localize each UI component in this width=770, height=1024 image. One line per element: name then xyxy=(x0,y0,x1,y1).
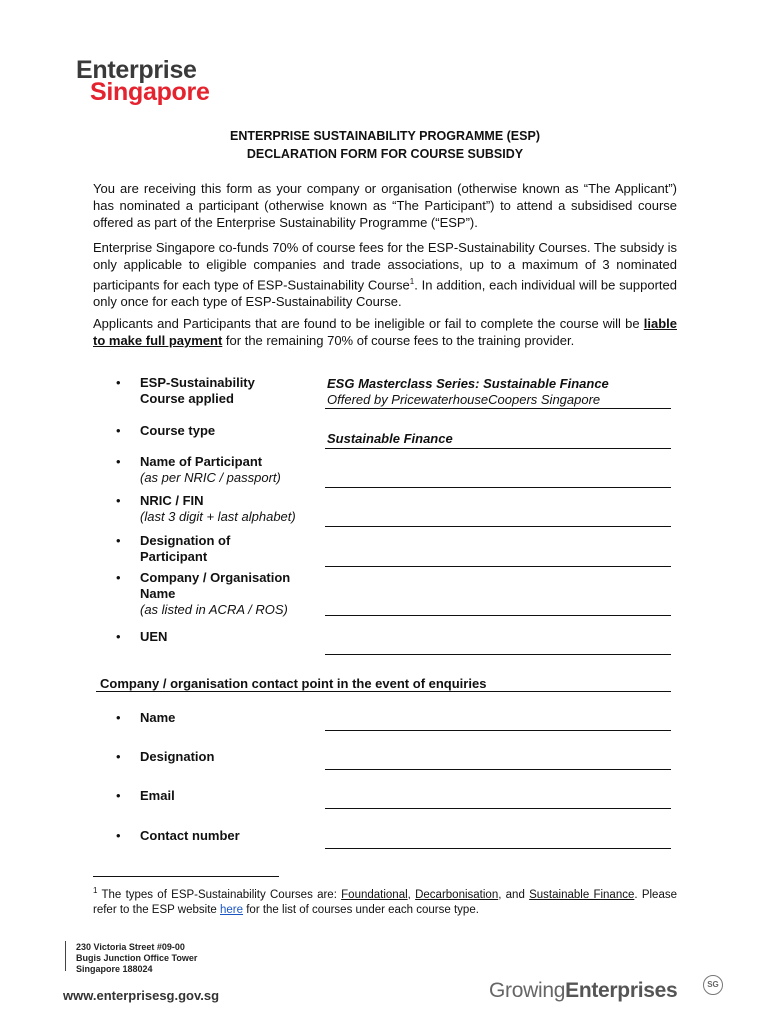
course-type-sustainable-finance: Sustainable Finance xyxy=(529,888,635,901)
contact-section-rule xyxy=(96,691,671,692)
bullet: • xyxy=(116,375,121,390)
contact-phone-field[interactable] xyxy=(325,848,671,849)
bullet: • xyxy=(116,749,121,764)
contact-designation-label: Designation xyxy=(140,749,215,764)
designation-label: Designation of Participant xyxy=(140,533,231,564)
liability-text: liable to make full payment xyxy=(93,316,677,348)
intro-paragraph-2: Enterprise Singapore co-funds 70% of course fees for the ESP-Sustainability Courses. The subsidy is only applicable to eligible companies and trade associations, up to a maximum of 3 nominated participants for each type of ESP-Sustainability Course$^1$. In addition, each individual will be supported only once for each type of ESP-Sustainability Course. xyxy=(93,240,677,310)
logo-enterprise: Enterprise xyxy=(76,56,197,84)
footer-website[interactable]: www.enterprisesg.gov.sg xyxy=(63,988,220,1003)
company-label: Company / Organisation Name (as listed in ACRA / ROS) xyxy=(140,570,291,617)
contact-name-label: Name xyxy=(140,710,176,725)
intro-paragraph-1: You are receiving this form as your company or organisation (otherwise known as “The Applicant”) has nominated a participant (otherwise known as “The Participant”) to attend a subsidised course offered as part of the Enterprise Sustainability Programme (“ESP”). xyxy=(93,181,677,230)
sg-mark-icon: SG xyxy=(703,975,723,995)
contact-email-field[interactable] xyxy=(325,808,671,809)
bullet: • xyxy=(116,828,121,843)
course-provider-value: Offered by PricewaterhouseCoopers Singapore xyxy=(327,392,601,407)
contact-name-field[interactable] xyxy=(325,730,671,731)
company-field[interactable] xyxy=(325,615,671,616)
footnote-rule xyxy=(93,876,279,877)
course-type-label: Course type xyxy=(140,423,216,438)
participant-name-label: Name of Participant (as per NRIC / passport) xyxy=(140,454,281,485)
bullet: • xyxy=(116,423,121,438)
contact-email-label: Email xyxy=(140,788,175,803)
bullet: • xyxy=(116,493,121,508)
course-type-line[interactable] xyxy=(325,448,671,449)
uen-field[interactable] xyxy=(325,654,671,655)
designation-field[interactable] xyxy=(325,566,671,567)
address-line-2: Bugis Junction Office Tower xyxy=(76,953,198,963)
bullet: • xyxy=(116,533,121,548)
address-line-1: 230 Victoria Street #09-00 xyxy=(76,942,185,952)
logo-singapore: Singapore xyxy=(90,78,210,106)
nric-label: NRIC / FIN (last 3 digit + last alphabet) xyxy=(140,493,296,524)
intro-paragraph-3: Applicants and Participants that are found to be ineligible or fail to complete the course will be liable to make full payment for the remaining 70% of course fees to the training provider. xyxy=(93,316,677,348)
bullet: • xyxy=(116,710,121,725)
bullet: • xyxy=(116,788,121,803)
contact-section-heading: Company / organisation contact point in the event of enquiries xyxy=(100,676,487,691)
growing-enterprises-logo: GrowingEnterprises xyxy=(489,979,678,1002)
address-divider xyxy=(65,941,66,971)
footnote: $^1$ The types of ESP-Sustainability Courses are: Foundational, Decarbonisation, and Sustainable Finance. Please refer to the ESP website here for the list of courses under each course type. xyxy=(93,886,677,916)
bullet: • xyxy=(116,570,121,585)
form-subtitle: DECLARATION FORM FOR COURSE SUBSIDY xyxy=(246,147,524,161)
participant-name-field[interactable] xyxy=(325,487,671,488)
uen-label: UEN xyxy=(140,629,168,644)
course-applied-label: ESP-Sustainability Course applied xyxy=(140,375,255,406)
course-type-decarbonisation: Decarbonisation xyxy=(415,888,499,901)
nric-field[interactable] xyxy=(325,526,671,527)
contact-designation-field[interactable] xyxy=(325,769,671,770)
course-applied-line[interactable] xyxy=(325,408,671,409)
course-applied-value: ESG Masterclass Series: Sustainable Finance xyxy=(327,376,609,391)
footnote-ref: 1 xyxy=(409,277,415,286)
esp-website-link[interactable]: here xyxy=(220,903,244,916)
course-type-foundational: Foundational xyxy=(341,888,408,901)
form-title: ENTERPRISE SUSTAINABILITY PROGRAMME (ESP) xyxy=(230,129,540,143)
course-type-value: Sustainable Finance xyxy=(327,431,453,446)
contact-phone-label: Contact number xyxy=(140,828,240,843)
bullet: • xyxy=(116,454,121,469)
bullet: • xyxy=(116,629,121,644)
address-line-3: Singapore 188024 xyxy=(76,964,153,974)
